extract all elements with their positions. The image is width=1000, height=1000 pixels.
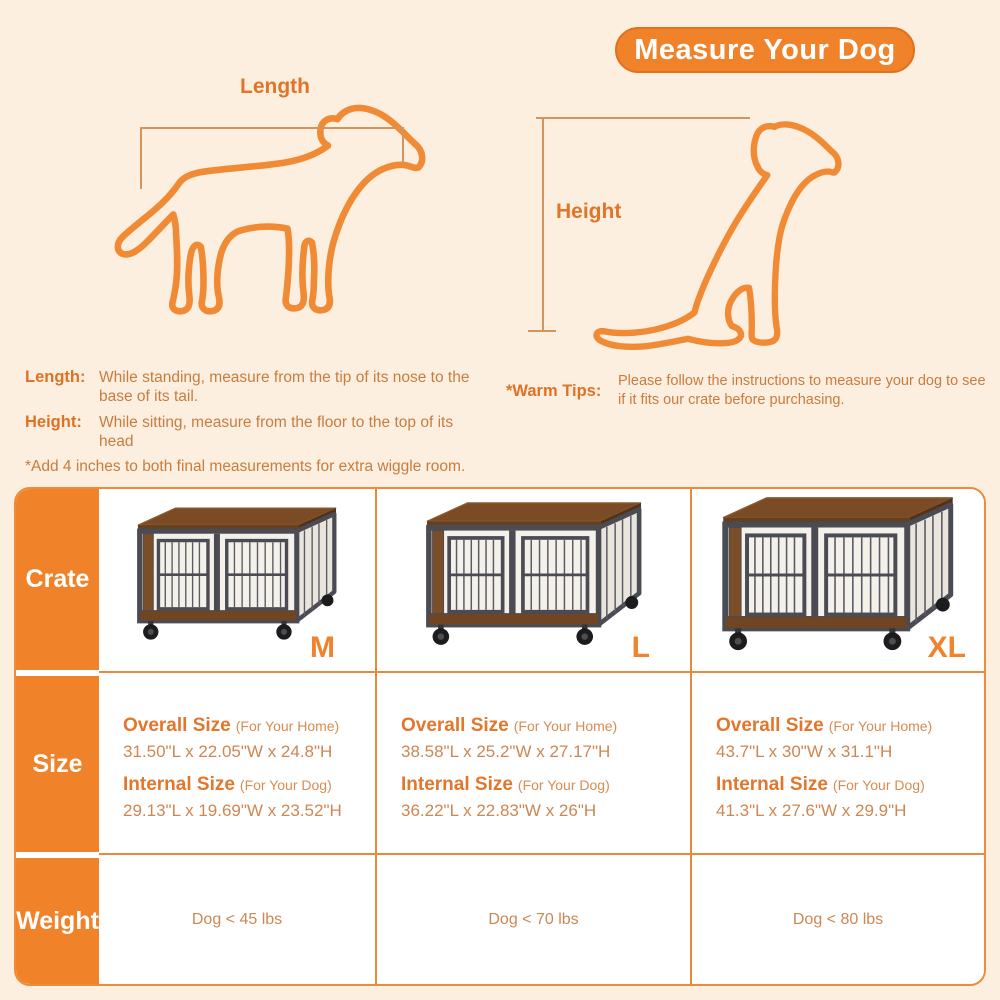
warm-tips-text: Please follow the instructions to measure your dog to see if it fits our crate before purchasing. xyxy=(618,373,986,408)
length-term: Length: xyxy=(25,368,86,386)
length-measure-tick-left xyxy=(140,127,142,189)
crate-cell-l xyxy=(377,489,692,673)
height-term: Height: xyxy=(25,413,82,431)
internal-size-label: Internal Size xyxy=(401,774,513,795)
warm-tips-term: *Warm Tips: xyxy=(506,381,602,400)
size-code-xl: XL xyxy=(927,631,966,664)
row-header-crate: Crate xyxy=(16,489,99,670)
overall-size-value-m: 31.50"L x 22.05"W x 24.8"H xyxy=(123,742,333,761)
page-title: Measure Your Dog xyxy=(615,27,915,73)
warm-tips xyxy=(506,372,986,410)
size-cell-xl xyxy=(692,673,984,855)
overall-size-sub: (For Your Home) xyxy=(235,718,340,734)
crate-image-m xyxy=(126,496,348,650)
size-spec-table xyxy=(14,487,986,986)
internal-size-sub: (For Your Dog) xyxy=(239,777,332,793)
internal-size-value-l: 36.22"L x 22.83"W x 26"H xyxy=(401,801,597,820)
height-measure-tick-bottom xyxy=(528,330,556,332)
size-cell-m xyxy=(99,673,377,855)
size-code-m: M xyxy=(310,631,335,664)
length-measure-tick-right xyxy=(402,127,404,163)
overall-size-label: Overall Size xyxy=(716,715,824,736)
measuring-instructions xyxy=(25,368,511,476)
overall-size-sub: (For Your Home) xyxy=(828,718,933,734)
row-header-size: Size xyxy=(16,676,99,852)
crate-cell-xl xyxy=(692,489,984,673)
overall-size-sub: (For Your Home) xyxy=(513,718,618,734)
overall-size-label: Overall Size xyxy=(401,715,509,736)
internal-size-sub: (For Your Dog) xyxy=(517,777,610,793)
crate-image-l xyxy=(414,490,654,656)
row-header-weight: Weight xyxy=(16,858,99,984)
internal-size-value-m: 29.13"L x 19.69"W x 23.52"H xyxy=(123,801,342,820)
length-instruction-row xyxy=(25,368,511,406)
sitting-dog-outline xyxy=(560,95,860,368)
internal-size-sub: (For Your Dog) xyxy=(832,777,925,793)
wiggle-room-note: *Add 4 inches to both final measurements for extra wiggle room. xyxy=(25,458,466,475)
weight-cell-l: Dog < 70 lbs xyxy=(377,855,692,984)
crate-cell-m xyxy=(99,489,377,673)
overall-size-value-l: 38.58"L x 25.2"W x 27.17"H xyxy=(401,742,611,761)
height-instruction-row xyxy=(25,413,511,451)
overall-size-value-xl: 43.7"L x 30"W x 31.1"H xyxy=(716,742,893,761)
weight-cell-xl: Dog < 80 lbs xyxy=(692,855,984,984)
length-description: While standing, measure from the tip of its nose to the base of its tail. xyxy=(99,369,470,405)
height-label: Height xyxy=(556,200,622,223)
internal-size-value-xl: 41.3"L x 27.6"W x 29.9"H xyxy=(716,801,907,820)
overall-size-label: Overall Size xyxy=(123,715,231,736)
internal-size-label: Internal Size xyxy=(123,774,235,795)
height-measure-tick-top xyxy=(536,117,750,119)
length-measure-line xyxy=(140,127,404,129)
size-code-l: L xyxy=(631,631,650,664)
height-description: While sitting, measure from the floor to the top of its head xyxy=(99,414,454,450)
internal-size-label: Internal Size xyxy=(716,774,828,795)
length-label: Length xyxy=(240,75,310,98)
weight-cell-m: Dog < 45 lbs xyxy=(99,855,377,984)
size-cell-l xyxy=(377,673,692,855)
height-measure-line xyxy=(542,117,544,331)
